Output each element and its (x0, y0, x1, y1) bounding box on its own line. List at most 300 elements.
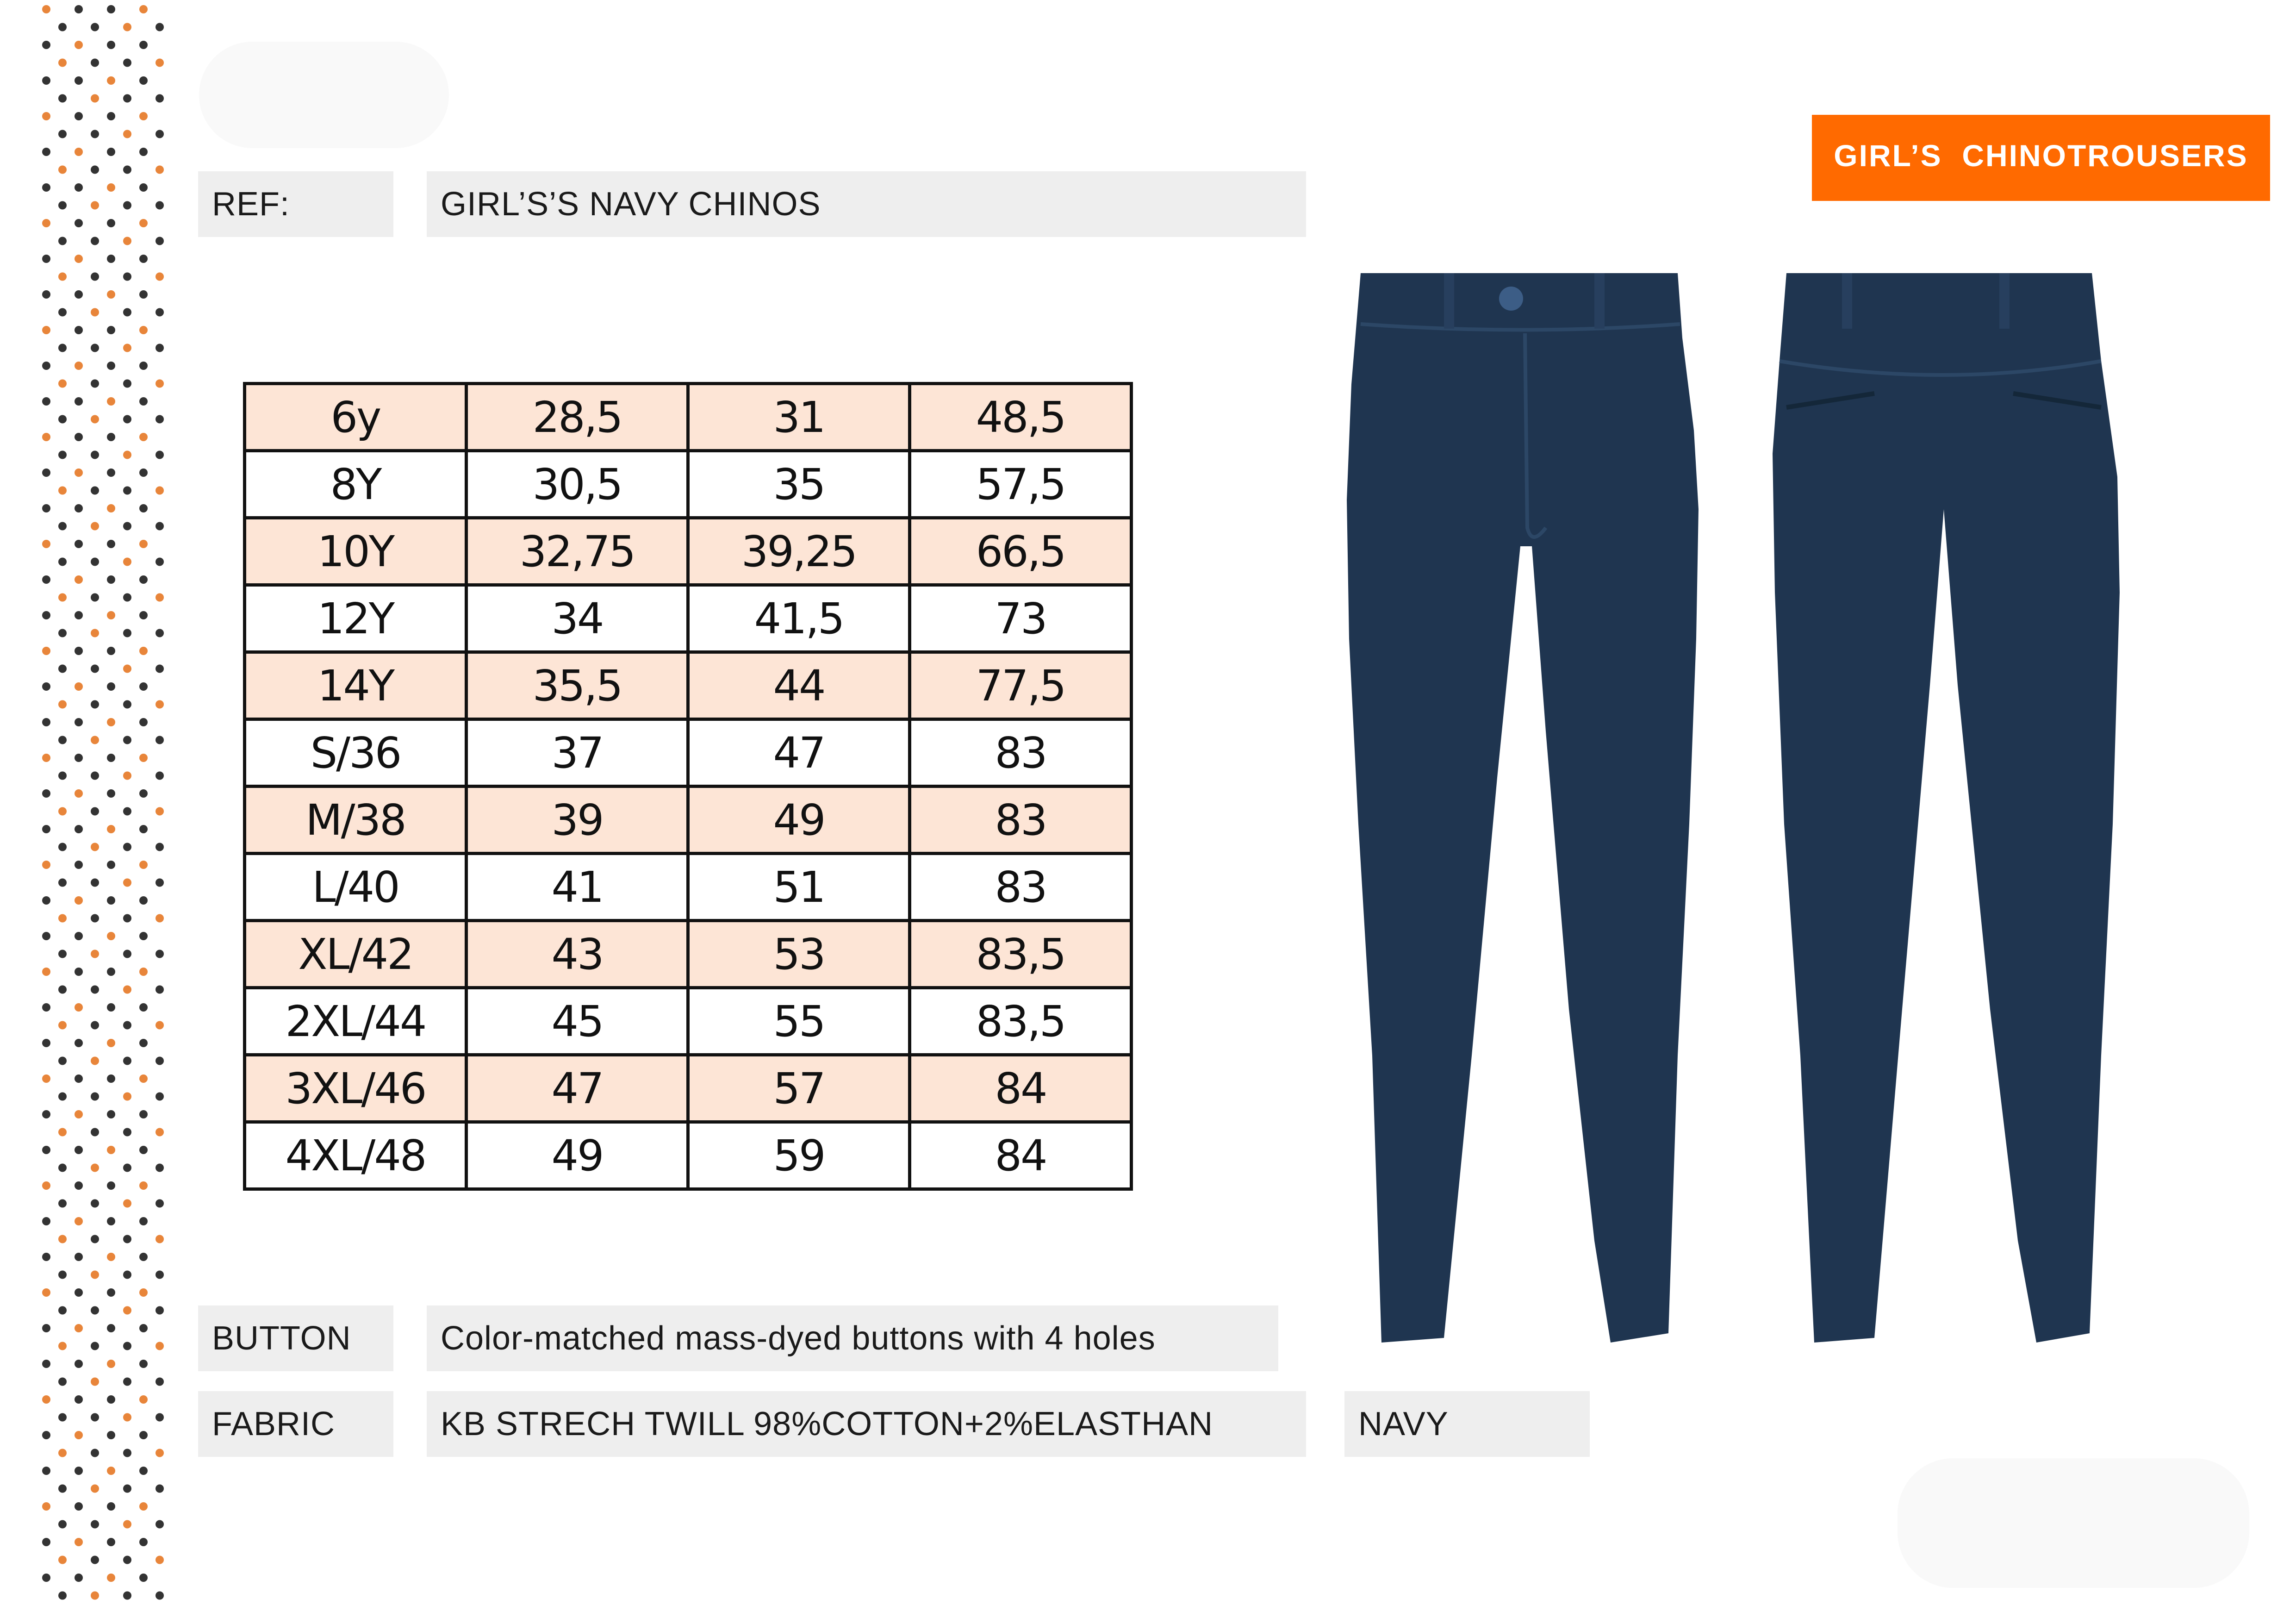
belt-loop-back-right (1999, 273, 2010, 329)
dot (42, 540, 50, 548)
dot (58, 986, 67, 994)
dot (75, 219, 83, 227)
dot (42, 647, 50, 655)
dot (42, 1253, 50, 1261)
dot (75, 148, 83, 156)
dot (156, 843, 164, 851)
dot (75, 1395, 83, 1404)
dot (139, 575, 148, 584)
dot (58, 201, 67, 210)
table-cell: 41 (467, 854, 688, 921)
dot (107, 896, 115, 905)
dot (156, 487, 164, 495)
dot (42, 76, 50, 85)
dot (123, 1449, 131, 1457)
dot (75, 896, 83, 905)
dot (91, 1199, 99, 1208)
table-cell: 47 (688, 719, 910, 787)
dot (139, 148, 148, 156)
table-cell: 39 (467, 787, 688, 854)
dot (58, 1556, 67, 1564)
dot (156, 1413, 164, 1422)
dot (156, 1093, 164, 1101)
dot (42, 5, 50, 13)
dot (75, 968, 83, 976)
dot (42, 1360, 50, 1368)
pants-front-body (1347, 273, 1699, 1343)
dot (91, 700, 99, 709)
dot (75, 326, 83, 334)
table-cell: 35 (688, 451, 910, 518)
dot (75, 1003, 83, 1012)
dot (107, 255, 115, 263)
dot (58, 1164, 67, 1172)
dot (42, 575, 50, 584)
dot (139, 290, 148, 299)
footer-logo-placeholder (1898, 1458, 2249, 1588)
dot (156, 273, 164, 281)
dot (91, 593, 99, 602)
dot (156, 237, 164, 245)
table-cell: 55 (688, 988, 910, 1055)
dot (58, 807, 67, 816)
dot (75, 1146, 83, 1154)
dot (75, 682, 83, 691)
dot (58, 130, 67, 138)
table-row (245, 585, 1132, 652)
table-cell: 73 (910, 585, 1132, 652)
dot (42, 789, 50, 798)
dot (139, 183, 148, 192)
dot (156, 1021, 164, 1030)
dot (75, 76, 83, 85)
dot (123, 94, 131, 103)
dot (91, 130, 99, 138)
table-cell: 49 (467, 1122, 688, 1189)
dot (91, 23, 99, 31)
dot (156, 1306, 164, 1315)
dot (123, 1199, 131, 1208)
dot (58, 1342, 67, 1350)
dot (42, 1074, 50, 1083)
dot (107, 1467, 115, 1475)
dot (123, 415, 131, 424)
dot (123, 950, 131, 958)
dot (123, 558, 131, 566)
dot (156, 23, 164, 31)
dot (123, 1271, 131, 1279)
belt-loop-left (1444, 273, 1454, 329)
dot (156, 1378, 164, 1386)
dot (123, 843, 131, 851)
dot (156, 665, 164, 673)
dot (58, 914, 67, 923)
dot (91, 415, 99, 424)
dot (91, 380, 99, 388)
dot (107, 468, 115, 477)
dot (58, 1057, 67, 1065)
dot-pattern-decoration (32, 0, 171, 1624)
ref-label: REF: (198, 171, 393, 237)
dot (42, 754, 50, 762)
dot (107, 290, 115, 299)
dot (75, 504, 83, 512)
dot (58, 879, 67, 887)
dot (139, 1146, 148, 1154)
table-cell: 48,5 (910, 384, 1132, 451)
dot (91, 629, 99, 637)
table-cell: M/38 (245, 787, 467, 854)
dot (42, 896, 50, 905)
table-cell: 35,5 (467, 652, 688, 719)
dot (91, 1306, 99, 1315)
dot (107, 575, 115, 584)
dot (107, 789, 115, 798)
table-row (245, 1055, 1132, 1122)
dot (156, 700, 164, 709)
dot (123, 629, 131, 637)
dot (91, 914, 99, 923)
dot (42, 112, 50, 120)
dot (123, 879, 131, 887)
dot (139, 76, 148, 85)
dot (107, 183, 115, 192)
dot (58, 843, 67, 851)
dot (75, 290, 83, 299)
dot (139, 1039, 148, 1047)
dot (107, 1253, 115, 1261)
dot (123, 237, 131, 245)
pants-front-image (1338, 269, 1708, 1356)
fabric-color-value: NAVY (1344, 1391, 1590, 1457)
dot (139, 1253, 148, 1261)
dot (139, 326, 148, 334)
table-cell: 49 (688, 787, 910, 854)
table-cell: 37 (467, 719, 688, 787)
dot (42, 41, 50, 49)
dot (58, 1199, 67, 1208)
dot (107, 754, 115, 762)
dot (156, 1556, 164, 1564)
dot (139, 1110, 148, 1118)
dot (123, 1128, 131, 1137)
dot (139, 896, 148, 905)
dot (75, 1360, 83, 1368)
dot (107, 1146, 115, 1154)
table-cell: 45 (467, 988, 688, 1055)
button-value: Color-matched mass-dyed buttons with 4 holes (427, 1305, 1278, 1371)
dot (123, 1306, 131, 1315)
dot (139, 1217, 148, 1225)
dot (156, 558, 164, 566)
dot (123, 1093, 131, 1101)
dot (58, 700, 67, 709)
dot (123, 914, 131, 923)
dot (58, 1271, 67, 1279)
dot (139, 219, 148, 227)
dot (91, 665, 99, 673)
dot (123, 1164, 131, 1172)
table-cell: S/36 (245, 719, 467, 787)
dot (156, 1199, 164, 1208)
dot (123, 451, 131, 459)
dot (75, 1574, 83, 1582)
dot (139, 255, 148, 263)
dot (58, 308, 67, 317)
dot (139, 754, 148, 762)
dot (91, 950, 99, 958)
dot (156, 94, 164, 103)
dot (123, 1021, 131, 1030)
dot (58, 1592, 67, 1600)
dot (156, 522, 164, 531)
table-cell: 39,25 (688, 518, 910, 585)
dot (123, 736, 131, 744)
table-row (245, 384, 1132, 451)
fabric-label: FABRIC (198, 1391, 393, 1457)
dot (42, 1110, 50, 1118)
dot (107, 1003, 115, 1012)
dot (42, 1181, 50, 1190)
dot (58, 487, 67, 495)
dot (156, 415, 164, 424)
dot (107, 433, 115, 441)
dot (156, 1164, 164, 1172)
dot (139, 1288, 148, 1297)
dot (75, 41, 83, 49)
dot (107, 682, 115, 691)
dot (75, 1110, 83, 1118)
dot (42, 148, 50, 156)
dot (75, 1181, 83, 1190)
dot (123, 807, 131, 816)
table-cell: 10Y (245, 518, 467, 585)
table-cell: XL/42 (245, 921, 467, 988)
dot (107, 1574, 115, 1582)
dot (91, 94, 99, 103)
dot (156, 986, 164, 994)
dot (58, 1021, 67, 1030)
dot (42, 968, 50, 976)
table-cell: 66,5 (910, 518, 1132, 585)
dot (123, 772, 131, 780)
dot (123, 487, 131, 495)
dot (91, 1021, 99, 1030)
dot (139, 1074, 148, 1083)
dot (156, 130, 164, 138)
table-row (245, 921, 1132, 988)
dot (42, 468, 50, 477)
dot (91, 736, 99, 744)
dot (139, 1467, 148, 1475)
dot (42, 362, 50, 370)
dot (139, 1574, 148, 1582)
table-cell: 83 (910, 854, 1132, 921)
dot (156, 914, 164, 923)
dot (107, 1538, 115, 1546)
dot (156, 59, 164, 67)
table-cell: 8Y (245, 451, 467, 518)
dot (58, 665, 67, 673)
dot (156, 629, 164, 637)
belt-loop-back-left (1842, 273, 1852, 329)
dot (58, 629, 67, 637)
dot (91, 1164, 99, 1172)
table-cell: 4XL/48 (245, 1122, 467, 1189)
dot (139, 112, 148, 120)
dot (123, 665, 131, 673)
dot (107, 1360, 115, 1368)
dot (42, 1395, 50, 1404)
dot (107, 148, 115, 156)
table-cell: 59 (688, 1122, 910, 1189)
pants-back-body (1773, 273, 2120, 1343)
dot (123, 23, 131, 31)
dot (123, 380, 131, 388)
dot (107, 112, 115, 120)
dot (107, 362, 115, 370)
dot (58, 558, 67, 566)
dot (58, 415, 67, 424)
dot (75, 825, 83, 833)
dot (42, 1431, 50, 1439)
dot (107, 5, 115, 13)
dot (91, 1592, 99, 1600)
table-row (245, 787, 1132, 854)
dot (42, 433, 50, 441)
dot (91, 1520, 99, 1529)
dot (58, 1235, 67, 1243)
dot (107, 861, 115, 869)
dot (75, 754, 83, 762)
dot (123, 593, 131, 602)
dot (139, 397, 148, 406)
logo-placeholder (199, 42, 449, 148)
dot (42, 825, 50, 833)
table-cell: 30,5 (467, 451, 688, 518)
dot (156, 1592, 164, 1600)
dot (75, 5, 83, 13)
dot (91, 1271, 99, 1279)
dot (139, 611, 148, 619)
dot (75, 1217, 83, 1225)
dot (139, 362, 148, 370)
dot (107, 1395, 115, 1404)
dot (91, 807, 99, 816)
table-cell: 12Y (245, 585, 467, 652)
table-row (245, 988, 1132, 1055)
dot (58, 380, 67, 388)
dot (156, 807, 164, 816)
dot (123, 1342, 131, 1350)
dot (91, 308, 99, 317)
dot (42, 1003, 50, 1012)
dot (75, 1431, 83, 1439)
dot (91, 1057, 99, 1065)
dot (139, 968, 148, 976)
table-cell: 14Y (245, 652, 467, 719)
dot (91, 1128, 99, 1137)
table-cell: 47 (467, 1055, 688, 1122)
dot (42, 611, 50, 619)
dot (91, 1093, 99, 1101)
table-cell: 31 (688, 384, 910, 451)
dot (156, 344, 164, 352)
dot (139, 682, 148, 691)
dot (75, 397, 83, 406)
dot (91, 986, 99, 994)
dot (123, 700, 131, 709)
dot (75, 433, 83, 441)
dot (91, 1378, 99, 1386)
dot (91, 166, 99, 174)
dot (75, 1502, 83, 1511)
dot (156, 1057, 164, 1065)
table-cell: 83 (910, 787, 1132, 854)
dot (123, 59, 131, 67)
dot (107, 41, 115, 49)
table-cell: 43 (467, 921, 688, 988)
dot (107, 1324, 115, 1332)
dot (123, 308, 131, 317)
dot (42, 1324, 50, 1332)
dot (107, 540, 115, 548)
dot (156, 950, 164, 958)
dot (75, 861, 83, 869)
dot (107, 611, 115, 619)
dot (139, 433, 148, 441)
dot (42, 682, 50, 691)
dot (139, 1324, 148, 1332)
dot (42, 1502, 50, 1511)
dot (123, 1520, 131, 1529)
dot (123, 273, 131, 281)
dot (107, 76, 115, 85)
dot (107, 1502, 115, 1511)
dot (139, 468, 148, 477)
dot (58, 237, 67, 245)
dot (91, 344, 99, 352)
dot (75, 611, 83, 619)
dot (139, 861, 148, 869)
dot (156, 879, 164, 887)
dot (123, 344, 131, 352)
table-row (245, 854, 1132, 921)
dot (58, 451, 67, 459)
dot (123, 1592, 131, 1600)
dot (139, 41, 148, 49)
dot (156, 1235, 164, 1243)
dot (123, 986, 131, 994)
dot (58, 736, 67, 744)
dot (42, 1217, 50, 1225)
dot (107, 1181, 115, 1190)
dot (91, 451, 99, 459)
dot (42, 1039, 50, 1047)
dot (139, 825, 148, 833)
dot (156, 1342, 164, 1350)
dot (58, 950, 67, 958)
dot (58, 593, 67, 602)
dot (107, 968, 115, 976)
dot (91, 201, 99, 210)
dot (75, 1039, 83, 1047)
dot (91, 1413, 99, 1422)
dot (58, 166, 67, 174)
dot (139, 1431, 148, 1439)
dot (156, 1128, 164, 1137)
dot (42, 326, 50, 334)
